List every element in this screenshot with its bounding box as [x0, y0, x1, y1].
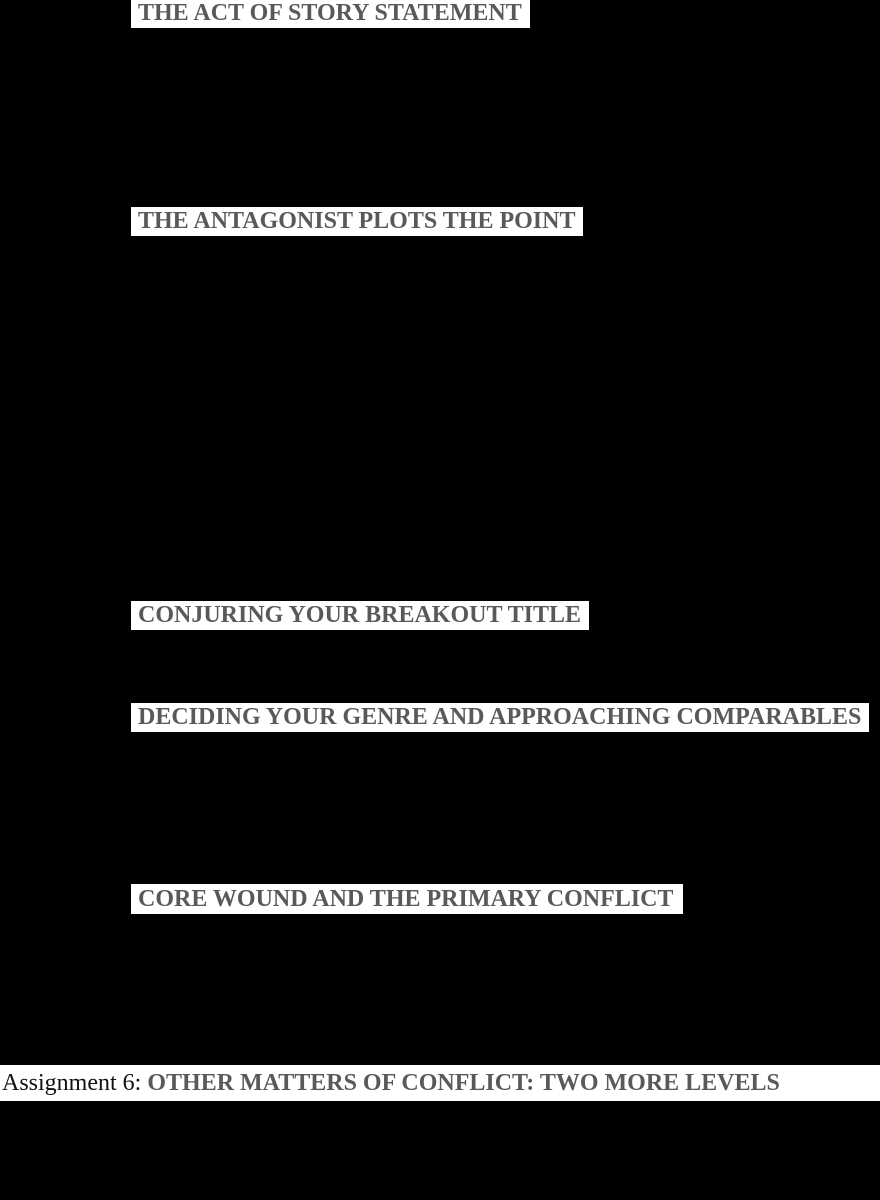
- assignment-title-label: OTHER MATTERS OF CONFLICT: TWO MORE LEVELS: [147, 1070, 780, 1096]
- assignment-6-heading-band: [0, 1065, 880, 1101]
- highlighted-heading-deciding-your-genre-and-approaching-comparables: DECIDING YOUR GENRE AND APPROACHING COMPARABLES: [131, 703, 869, 732]
- assignment-number-label: Assignment 6:: [2, 1070, 148, 1096]
- highlighted-heading-conjuring-your-breakout-title: CONJURING YOUR BREAKOUT TITLE: [131, 601, 589, 630]
- highlighted-heading-antagonist-plots-the-point: THE ANTAGONIST PLOTS THE POINT: [131, 207, 583, 236]
- highlighted-heading-core-wound-and-the-primary-conflict: CORE WOUND AND THE PRIMARY CONFLICT: [131, 884, 683, 914]
- highlighted-heading-act-of-story-statement: THE ACT OF STORY STATEMENT: [131, 0, 530, 28]
